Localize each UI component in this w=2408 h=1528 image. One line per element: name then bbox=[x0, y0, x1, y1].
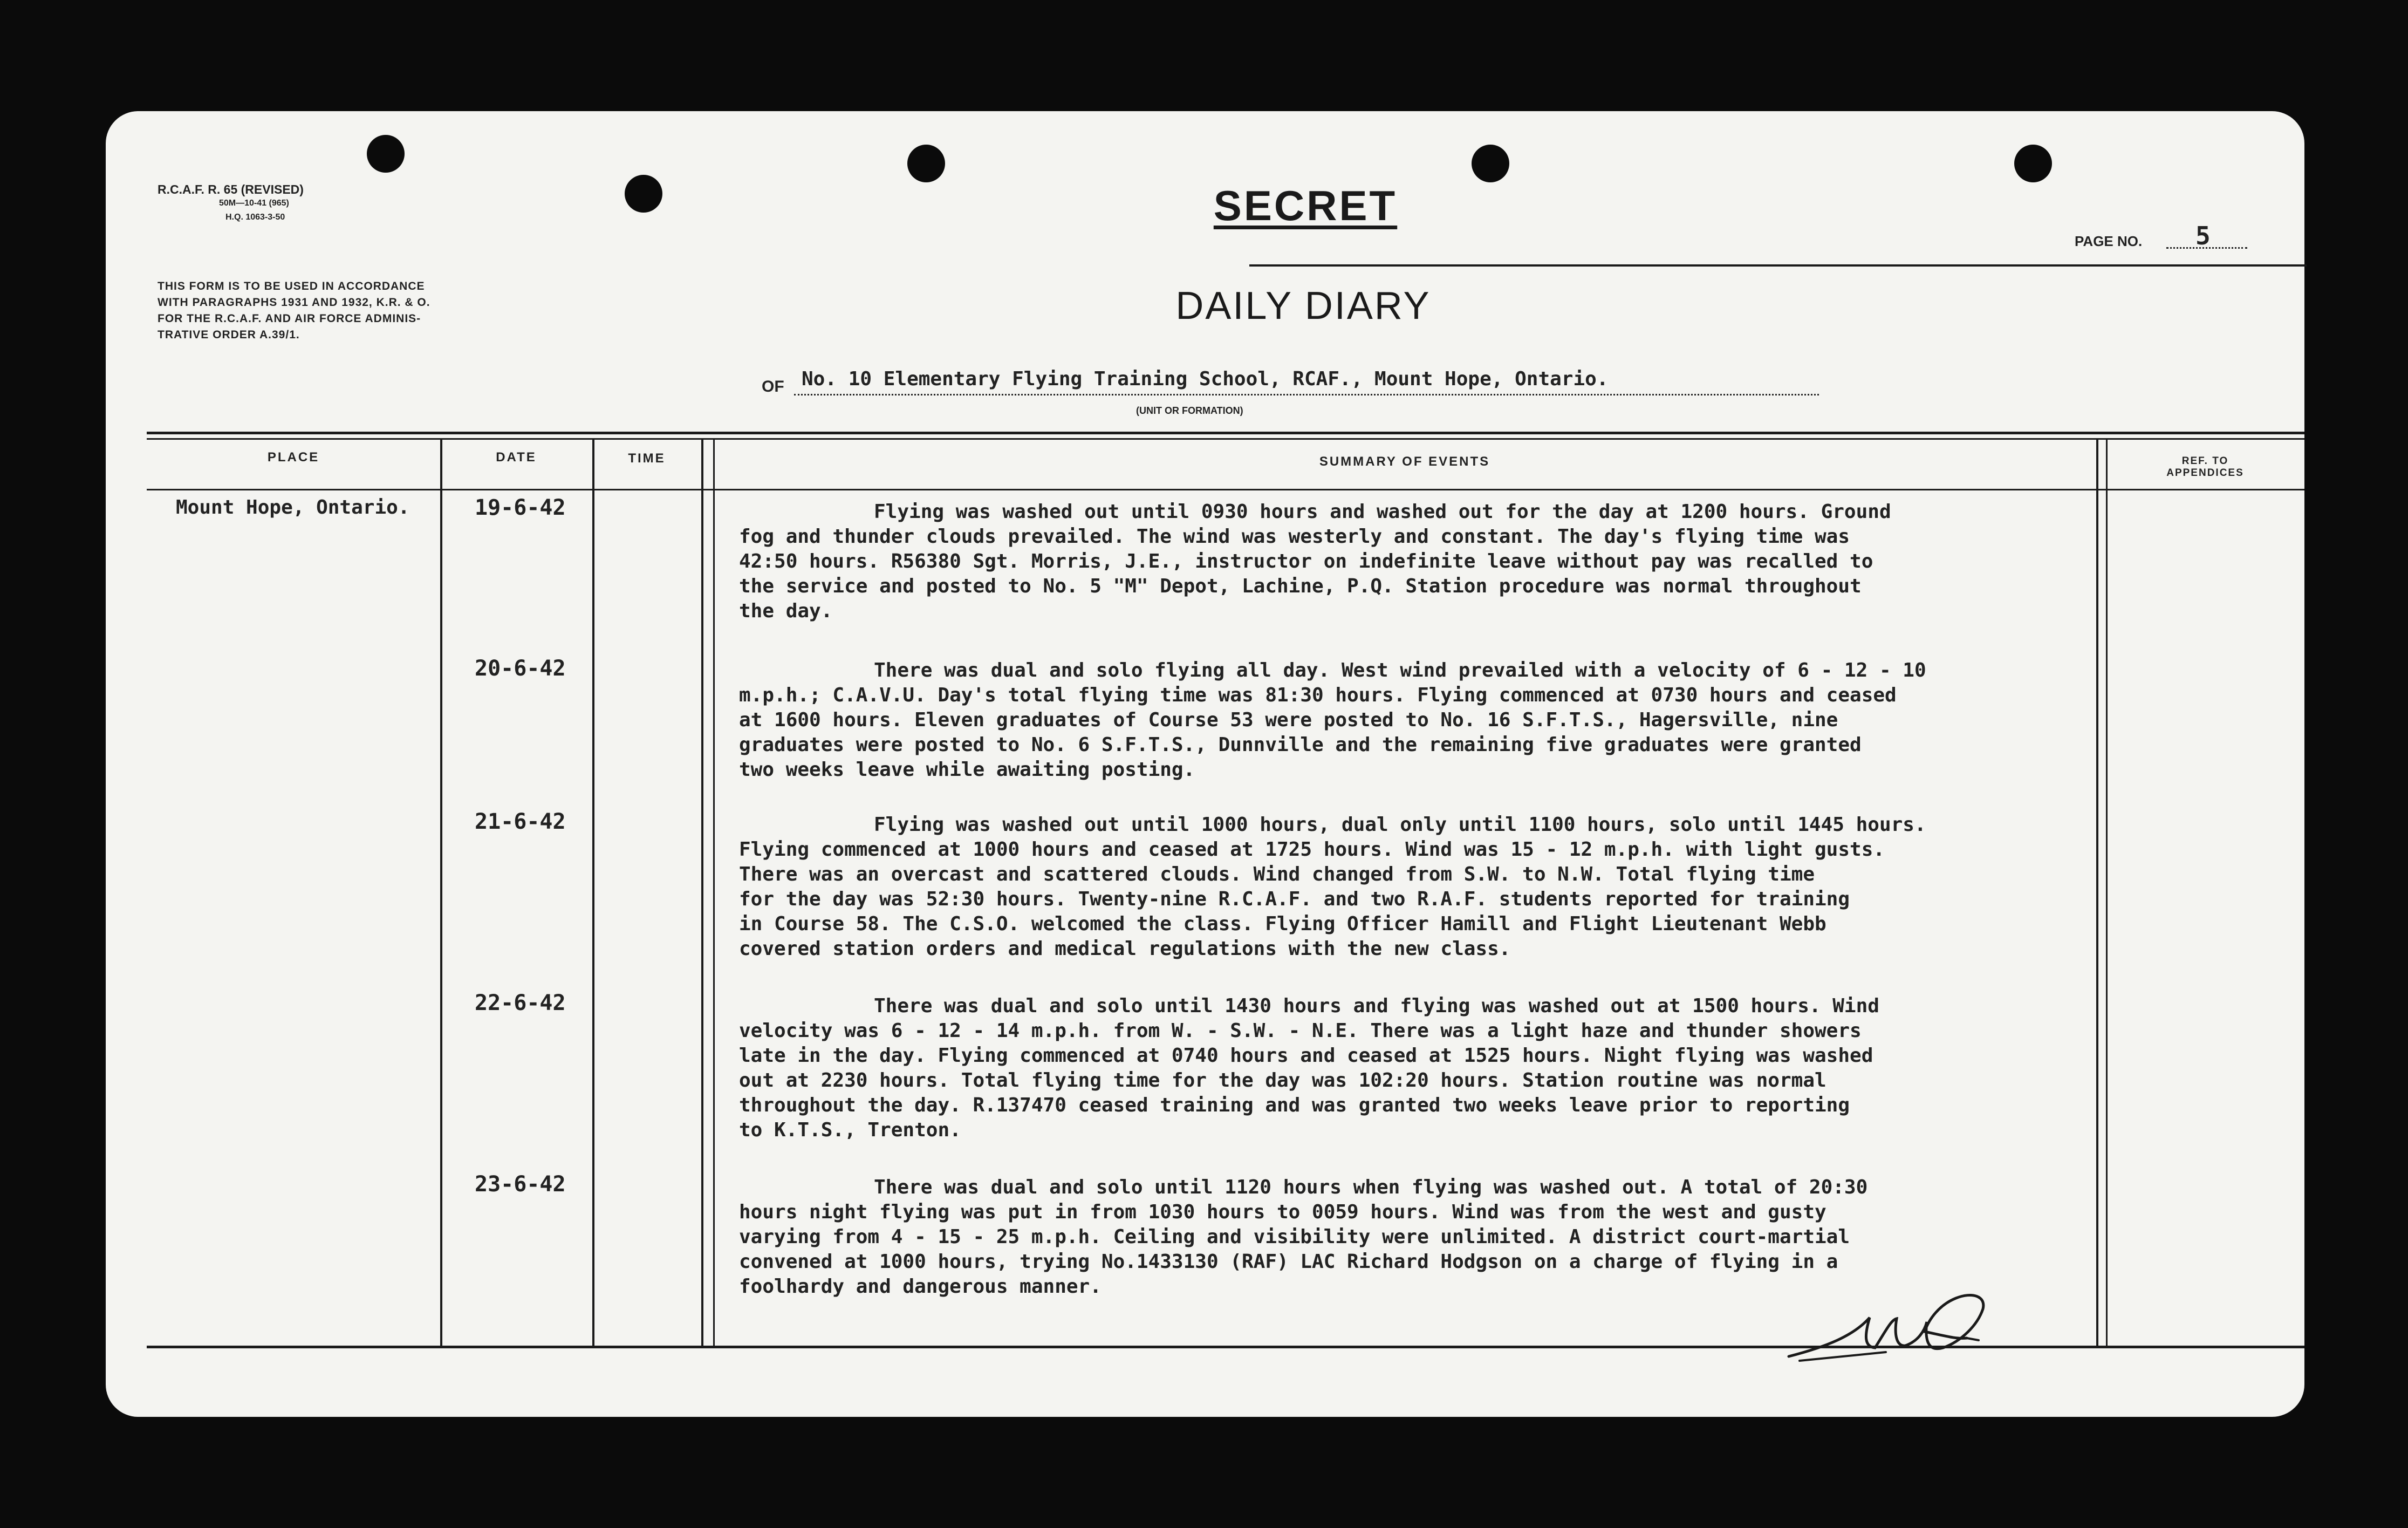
punch-hole bbox=[367, 135, 405, 173]
column-divider bbox=[440, 438, 442, 1346]
punch-hole bbox=[907, 145, 945, 182]
header-rule bbox=[1249, 264, 2307, 267]
place-cell: Mount Hope, Ontario. bbox=[176, 496, 410, 519]
column-divider bbox=[713, 438, 715, 1346]
punch-hole bbox=[1472, 145, 1509, 182]
table-header-rule bbox=[147, 489, 2304, 490]
entry-summary: There was dual and solo until 1430 hours and flying was washed out at 1500 hours. Wind velocity was 6 - 12 - 14 m.p.h. from W. - S.W. - N.E. There was a light haze and thunder showers late in the day. Flying commenced at 0740 hours and ceased at 1525 hours. Night flying was washed out at 2230 hours. Total flying time for the day was 102:20 hours. Station routine was normal throughout the day. R.137470 ceased training and was granted two weeks leave prior to reporting to K.T.S., Trenton. bbox=[739, 995, 1879, 1141]
entry-summary: There was dual and solo until 1120 hours when flying was washed out. A total of 20:30 hours night flying was put in from 1030 hours to 0059 hours. Wind was from the west and gusty varying from 4 - 15 - 25 m.p.h. Ceiling and visibility were unlimited. A district court-martial convened at 1000 hours, trying No.1433130 (RAF) LAC Richard Hodgson on a charge of flying in a foolhardy and dangerous manner. bbox=[739, 1176, 1868, 1298]
entry-summary: Flying was washed out until 1000 hours, dual only until 1100 hours, solo until 1445 hours. Flying commenced at 1000 hours and ceased at 1725 hours. Wind was 15 - 12 m.p.h. with light gusts. There was an overcast and scattered clouds. Wind changed from S.W. to N.W. Total flying time for the day was 52:30 hours. Twenty-nine R.C.A.F. and two R.A.F. students reported for training in Course 58. The C.S.O. welcomed the class. Flying Officer Hamill and Flight Lieutenant Webb covered station orders and medical regulations with the new class. bbox=[739, 814, 1926, 960]
classification-label: SECRET bbox=[1213, 182, 1398, 229]
print-code: H.Q. 1063-3-50 bbox=[225, 213, 285, 222]
diary-title: DAILY DIARY bbox=[1175, 284, 1431, 328]
entry-date: 20-6-42 bbox=[475, 656, 566, 681]
entry-date: 22-6-42 bbox=[475, 991, 566, 1015]
column-divider bbox=[592, 438, 594, 1346]
of-label: OF bbox=[762, 378, 784, 395]
punch-hole bbox=[2014, 145, 2052, 182]
print-code: 50M—10-41 (965) bbox=[219, 199, 289, 208]
page-label: PAGE NO. bbox=[2075, 233, 2143, 249]
entry-date: 23-6-42 bbox=[475, 1172, 566, 1197]
diary-sheet bbox=[106, 111, 2304, 1417]
page-number-underline bbox=[2166, 247, 2247, 249]
unit-name: No. 10 Elementary Flying Training School, RCAF., Mount Hope, Ontario. bbox=[802, 368, 1609, 390]
entry-summary: There was dual and solo flying all day. West wind prevailed with a velocity of 6 - 12 - 10 m.p.h.; C.A.V.U. Day's total flying time was 81:30 hours. Flying commenced at 0730 hours and ceased at 1600 hours. Eleven graduates of Course 53 were posted to No. 16 S.F.T.S., Hagersville, nine graduates were posted to No. 6 S.F.T.S., Dunnville and the remaining five graduates were granted two weeks leave while awaiting posting. bbox=[739, 659, 1926, 781]
form-instructions: THIS FORM IS TO BE USED IN ACCORDANCE WITH PARAGRAPHS 1931 AND 1932, K.R. & O. FOR THE R.C.A.F. AND AIR FORCE ADMINIS- TRATIVE ORDER A.39/1. bbox=[158, 280, 430, 341]
unit-underline bbox=[794, 394, 1819, 395]
punch-hole bbox=[625, 175, 662, 213]
column-header-date: DATE bbox=[496, 450, 537, 465]
column-divider bbox=[701, 438, 703, 1346]
column-header-time: TIME bbox=[628, 451, 666, 466]
column-header-place: PLACE bbox=[267, 450, 320, 465]
signature-initials bbox=[1783, 1266, 2010, 1374]
form-id: R.C.A.F. R. 65 (REVISED) bbox=[158, 182, 304, 196]
entry-date: 19-6-42 bbox=[475, 495, 566, 520]
column-header-summary: SUMMARY OF EVENTS bbox=[1319, 454, 1490, 469]
table-top-rule bbox=[147, 432, 2304, 434]
page-number: 5 bbox=[2195, 221, 2211, 250]
column-header-ref: REF. TO APPENDICES bbox=[2166, 455, 2244, 479]
entry-date: 21-6-42 bbox=[475, 809, 566, 834]
entry-summary: Flying was washed out until 0930 hours and washed out for the day at 1200 hours. Ground fog and thunder clouds prevailed. The wind was westerly and constant. The day's flying time was 42:50 hours. R56380 Sgt. Morris, J.E., instructor on indefinite leave without pay was recalled to the service and posted to No. 5 "M" Depot, Lachine, P.Q. Station procedure was normal throughout the day. bbox=[739, 501, 1891, 622]
table-top-rule bbox=[147, 438, 2304, 440]
column-divider bbox=[2096, 438, 2098, 1346]
unit-caption: (UNIT OR FORMATION) bbox=[1136, 405, 1243, 416]
column-divider bbox=[2106, 438, 2108, 1346]
